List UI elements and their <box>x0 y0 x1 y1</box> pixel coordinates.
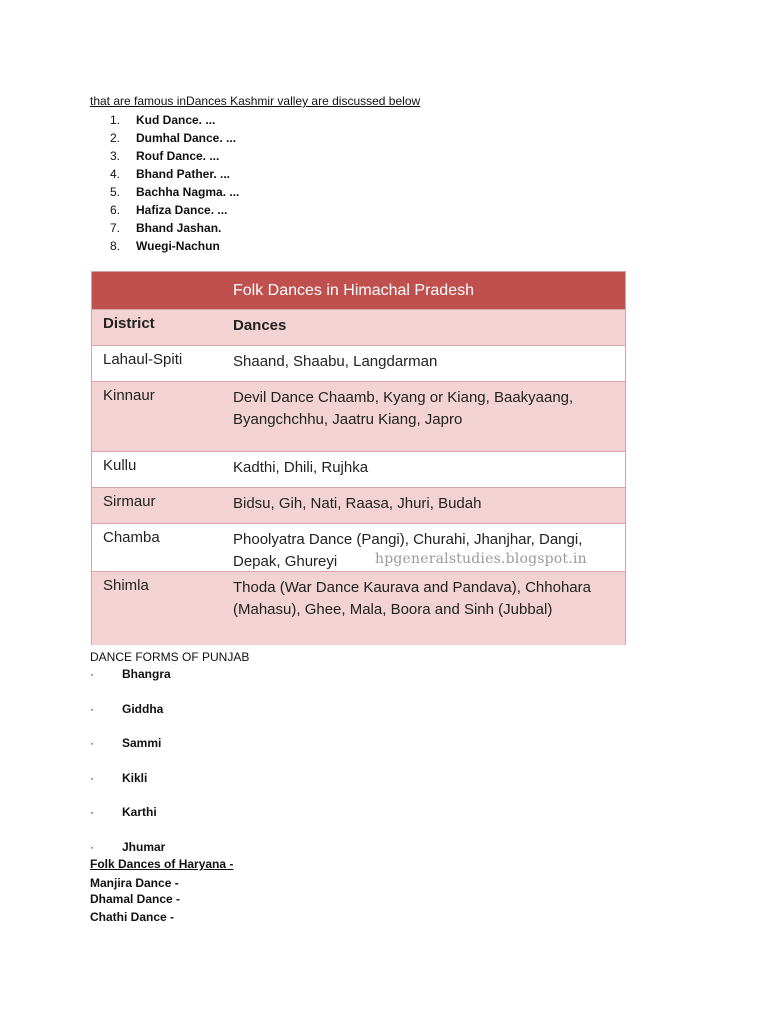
list-item: Manjira Dance - <box>90 876 179 890</box>
district-cell: Chamba <box>103 529 160 546</box>
bullet-icon: · <box>90 736 94 750</box>
dances-cell: Devil Dance Chaamb, Kyang or Kiang, Baakyaang, Byangchchhu, Jaatru Kiang, Japro <box>233 389 574 428</box>
list-item: 8. Wuegi-Nachun <box>110 239 220 253</box>
bullet-icon: · <box>90 771 94 785</box>
list-item: Chathi Dance - <box>90 910 175 924</box>
header-dances: Dances <box>233 317 287 334</box>
list-item: 4. Bhand Pather. ... <box>110 167 231 181</box>
table-title: Folk Dances in Himachal Pradesh <box>92 272 625 309</box>
kashmir-dance-list <box>110 111 239 255</box>
blog-watermark: hpgeneralstudies.blogspot.in <box>375 551 587 567</box>
kashmir-intro-text: that are famous inDances Kashmir valley are discussed below <box>90 94 421 108</box>
list-item: 2. Dumhal Dance. ... <box>110 131 237 145</box>
district-cell: Sirmaur <box>103 493 156 510</box>
district-cell: Kinnaur <box>103 387 155 404</box>
header-district: District <box>103 315 155 332</box>
dances-cell: Thoda (War Dance Kaurava and Pandava), Chhohara (Mahasu), Ghee, Mala, Boora and Sinh (Jubbal) <box>233 579 591 618</box>
himachal-dance-table <box>91 271 626 645</box>
dances-cell: Bidsu, Gih, Nati, Raasa, Jhuri, Budah <box>233 495 482 512</box>
dances-cell: Phoolyatra Dance (Pangi), Churahi, Jhanjhar, Dangi, Depak, Ghureyi <box>233 531 583 570</box>
list-item: 6. Hafiza Dance. ... <box>110 203 228 217</box>
table-row <box>92 451 625 488</box>
table-row <box>92 487 625 524</box>
bullet-icon: · <box>90 805 94 819</box>
bullet-icon: · <box>90 667 94 681</box>
table-row <box>92 571 625 645</box>
district-cell: Lahaul-Spiti <box>103 351 183 368</box>
table-row <box>92 381 625 452</box>
list-item: Dhamal Dance - <box>90 892 181 906</box>
punjab-heading: DANCE FORMS OF PUNJAB <box>90 650 250 664</box>
bullet-icon: · <box>90 702 94 716</box>
list-item: 3. Rouf Dance. ... <box>110 149 220 163</box>
haryana-heading: Folk Dances of Haryana - <box>90 857 234 871</box>
document-page: that are famous inDances Kashmir valley are discussed below 1. Kud Dance. ... 2. Dumhal Dance. ... 3. Rouf Dance. ... 4. Bhand Pather. ... 5. Bachha Nagma. ... 6. Hafiza Dance. ... 7. Bhand Jashan. 8. Wuegi-Nachun Folk Dances in Himachal Pradesh District Dances Lahaul-Spiti Shaand, Shaabu, Langdarman Kinnaur Devil Dance Chaamb, Kyang or Kiang, Baakyaang, Byangchchhu, Jaatru Kiang, Japro Kullu Kadthi, Dhili, Rujhka Sirmaur Bidsu, Gih, Nati, Raasa, Jhuri, Budah Chamba Phoolyatra Dance (Pangi), Churahi, Jhanjhar, Dangi, Depak, Ghureyi Shimla Thoda (War Dance Kaurava and Pandava), Chhohara (Mahasu), Ghee, Mala, Boora and Sinh (Jubbal) hpgeneralstudies.blogspot.in DANCE FORMS OF PUNJAB · Bhangra · Giddha · Sammi · Kikli · Karthi · Jhumar Folk Dances of Haryana - Manjira Dance - Dhamal Dance - Chathi Dance - <box>0 0 768 1024</box>
list-item: 7. Bhand Jashan. <box>110 221 222 235</box>
list-item: 1. Kud Dance. ... <box>110 113 216 127</box>
list-item: 5. Bachha Nagma. ... <box>110 185 240 199</box>
table-row <box>92 345 625 382</box>
dances-cell: Shaand, Shaabu, Langdarman <box>233 353 438 370</box>
district-cell: Shimla <box>103 577 149 594</box>
bullet-icon: · <box>90 840 94 854</box>
district-cell: Kullu <box>103 457 137 474</box>
table-header-row <box>92 309 625 346</box>
dances-cell: Kadthi, Dhili, Rujhka <box>233 459 369 476</box>
